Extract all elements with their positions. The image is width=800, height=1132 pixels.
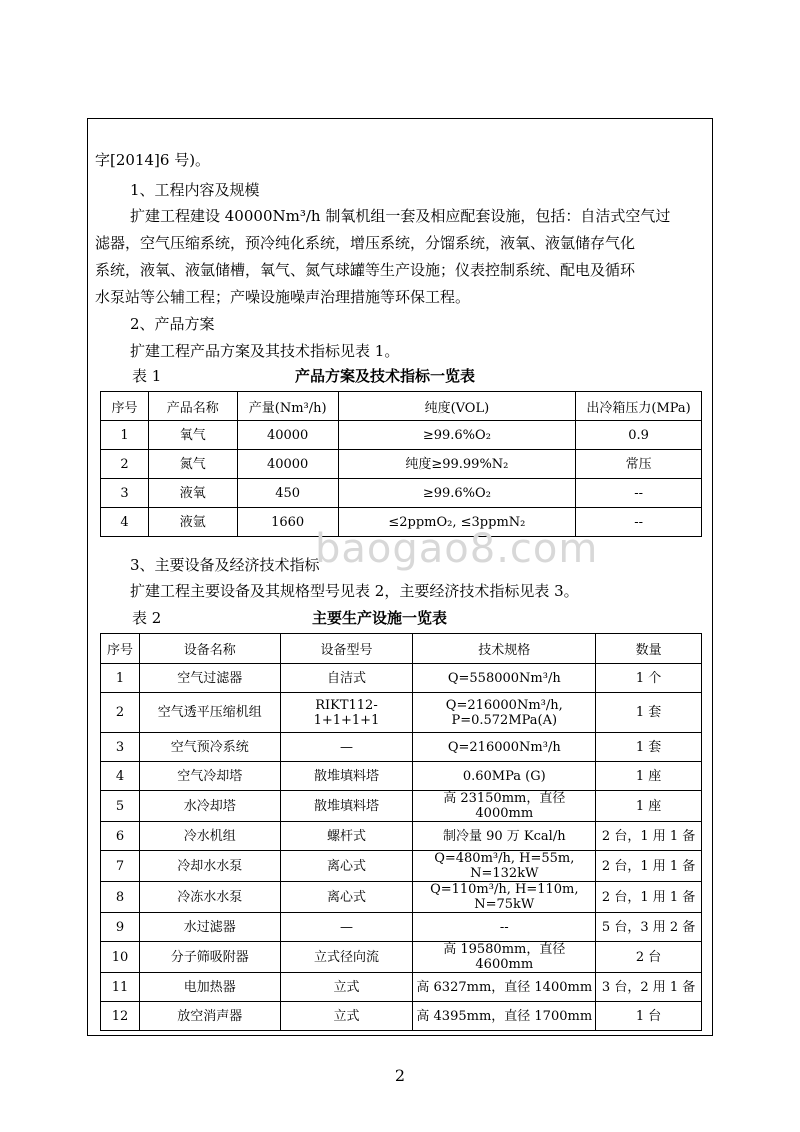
table-cell: 冷水机组 <box>139 822 280 851</box>
watermark: baogao8.com <box>315 526 599 572</box>
table1-title: 产品方案及技术指标一览表 <box>295 367 476 385</box>
table-cell: 空气冷却塔 <box>139 762 280 791</box>
table-cell: 6 <box>101 822 140 851</box>
column-header: 序号 <box>101 634 140 664</box>
table-cell: 5 台，3 用 2 备 <box>596 913 702 942</box>
table-cell: 氮气 <box>148 450 237 479</box>
table-cell: 1 套 <box>596 733 702 762</box>
table-row <box>101 913 702 942</box>
table-cell: 7 <box>101 851 140 882</box>
table-cell: 12 <box>101 1002 140 1031</box>
paragraph-line: 扩建工程产品方案及其技术指标见表 1。 <box>130 342 400 360</box>
table-cell: 电加热器 <box>139 973 280 1002</box>
table-cell: 2 台 <box>596 942 702 973</box>
paragraph-line: 水泵站等公辅工程；产噪设施噪声治理措施等环保工程。 <box>95 288 471 306</box>
column-header: 技术规格 <box>413 634 596 664</box>
table-cell: 3 <box>101 733 140 762</box>
table-cell: 空气预冷系统 <box>139 733 280 762</box>
table-cell: Q=216000Nm³/h <box>413 733 596 762</box>
table-cell: 空气透平压缩机组 <box>139 693 280 733</box>
table-cell: 散堆填料塔 <box>280 791 413 822</box>
table-cell: 4 <box>101 508 149 537</box>
column-header: 出冷箱压力(MPa) <box>576 392 702 421</box>
table-cell: 2 <box>101 450 149 479</box>
table-cell: 10 <box>101 942 140 973</box>
table-row <box>101 851 702 882</box>
table-cell: 2 台，1 用 1 备 <box>596 822 702 851</box>
table-cell: 高 4395mm，直径 1700mm <box>413 1002 596 1031</box>
table-row <box>101 479 702 508</box>
column-header: 设备型号 <box>280 634 413 664</box>
table-cell: 0.9 <box>576 421 702 450</box>
table-cell: 空气过滤器 <box>139 664 280 693</box>
table-cell: 1660 <box>237 508 338 537</box>
table-row <box>101 762 702 791</box>
table-cell: 1 台 <box>596 1002 702 1031</box>
table-cell: 液氩 <box>148 508 237 537</box>
table-cell: 1 <box>101 664 140 693</box>
table-cell: 常压 <box>576 450 702 479</box>
table-cell: 1 套 <box>596 693 702 733</box>
table-cell: 高 23150mm，直径 4000mm <box>413 791 596 822</box>
table-row <box>101 942 702 973</box>
table-cell: 0.60MPa (G) <box>413 762 596 791</box>
table-cell: 液氧 <box>148 479 237 508</box>
table-cell: 散堆填料塔 <box>280 762 413 791</box>
column-header: 产品名称 <box>148 392 237 421</box>
section-heading-3: 3、主要设备及经济技术指标 <box>130 556 320 574</box>
table-cell: 9 <box>101 913 140 942</box>
table-cell: Q=110m³/h, H=110m, N=75kW <box>413 882 596 913</box>
table-cell: 分子筛吸附器 <box>139 942 280 973</box>
table-cell: 立式 <box>280 1002 413 1031</box>
table-cell: 离心式 <box>280 882 413 913</box>
table-cell: 制冷量 90 万 Kcal/h <box>413 822 596 851</box>
page-number: 2 <box>394 1066 406 1085</box>
table-cell: 2 台，1 用 1 备 <box>596 882 702 913</box>
table-cell: 纯度≥99.99%N₂ <box>338 450 576 479</box>
table-cell: Q=558000Nm³/h <box>413 664 596 693</box>
table-cell: -- <box>413 913 596 942</box>
table-row <box>101 450 702 479</box>
table-row <box>101 791 702 822</box>
paragraph-line: 扩建工程建设 40000Nm³/h 制氧机组一套及相应配套设施，包括：自洁式空气过 <box>130 207 671 225</box>
table-cell: 5 <box>101 791 140 822</box>
table-cell: 立式径向流 <box>280 942 413 973</box>
table-cell: Q=216000Nm³/h, P=0.572MPa(A) <box>413 693 596 733</box>
table-cell: -- <box>576 479 702 508</box>
table-row <box>101 733 702 762</box>
table-cell: 3 台，2 用 1 备 <box>596 973 702 1002</box>
table-row <box>101 693 702 733</box>
table-cell: 1 座 <box>596 762 702 791</box>
table-cell: 放空消声器 <box>139 1002 280 1031</box>
table-cell: 40000 <box>237 421 338 450</box>
column-header: 序号 <box>101 392 149 421</box>
table-cell: 高 6327mm，直径 1400mm <box>413 973 596 1002</box>
table2-label: 表 2 <box>132 609 162 627</box>
table-cell: 1 座 <box>596 791 702 822</box>
column-header: 数量 <box>596 634 702 664</box>
table-cell: 螺杆式 <box>280 822 413 851</box>
table-cell: 1 <box>101 421 149 450</box>
table-cell: RIKT112-1+1+1+1 <box>280 693 413 733</box>
table-cell: 2 <box>101 693 140 733</box>
table-row <box>101 421 702 450</box>
table1-label: 表 1 <box>132 367 162 385</box>
paragraph-line: 系统，液氧、液氩储槽，氧气、氮气球罐等生产设施；仪表控制系统、配电及循环 <box>95 261 636 279</box>
table-cell: 高 19580mm，直径 4600mm <box>413 942 596 973</box>
column-header: 设备名称 <box>139 634 280 664</box>
table-row <box>101 973 702 1002</box>
table-cell: 水过滤器 <box>139 913 280 942</box>
section-heading-1: 1、工程内容及规模 <box>130 181 260 199</box>
table-cell: -- <box>576 508 702 537</box>
table2-title: 主要生产设施一览表 <box>312 609 448 627</box>
table-cell: 冷却水水泵 <box>139 851 280 882</box>
table-cell: 4 <box>101 762 140 791</box>
table-cell: 1 个 <box>596 664 702 693</box>
table-cell: ≥99.6%O₂ <box>338 479 576 508</box>
table-cell: — <box>280 733 413 762</box>
table-cell: ≥99.6%O₂ <box>338 421 576 450</box>
column-header: 纯度(VOL) <box>338 392 576 421</box>
table-row <box>101 822 702 851</box>
paragraph-continued: 字[2014]6 号)。 <box>95 151 211 169</box>
column-header: 产量(Nm³/h) <box>237 392 338 421</box>
table-cell: 立式 <box>280 973 413 1002</box>
table-cell: 3 <box>101 479 149 508</box>
table-cell: ≤2ppmO₂, ≤3ppmN₂ <box>338 508 576 537</box>
table-cell: 2 台，1 用 1 备 <box>596 851 702 882</box>
table-cell: 冷冻水水泵 <box>139 882 280 913</box>
table-cell: 水冷却塔 <box>139 791 280 822</box>
section-heading-2: 2、产品方案 <box>130 315 215 333</box>
table-cell: Q=480m³/h, H=55m, N=132kW <box>413 851 596 882</box>
paragraph-line: 扩建工程主要设备及其规格型号见表 2，主要经济技术指标见表 3。 <box>130 582 579 600</box>
table-row <box>101 664 702 693</box>
equipment-table <box>100 633 702 1031</box>
table-cell: 自洁式 <box>280 664 413 693</box>
product-table <box>100 391 702 537</box>
table-cell: 40000 <box>237 450 338 479</box>
table-cell: 离心式 <box>280 851 413 882</box>
table-cell: 450 <box>237 479 338 508</box>
table-cell: — <box>280 913 413 942</box>
table-cell: 11 <box>101 973 140 1002</box>
paragraph-line: 滤器，空气压缩系统，预冷纯化系统，增压系统，分馏系统，液氧、液氩储存气化 <box>95 234 636 252</box>
table-row <box>101 882 702 913</box>
table-cell: 8 <box>101 882 140 913</box>
table-cell: 氧气 <box>148 421 237 450</box>
table-row <box>101 1002 702 1031</box>
